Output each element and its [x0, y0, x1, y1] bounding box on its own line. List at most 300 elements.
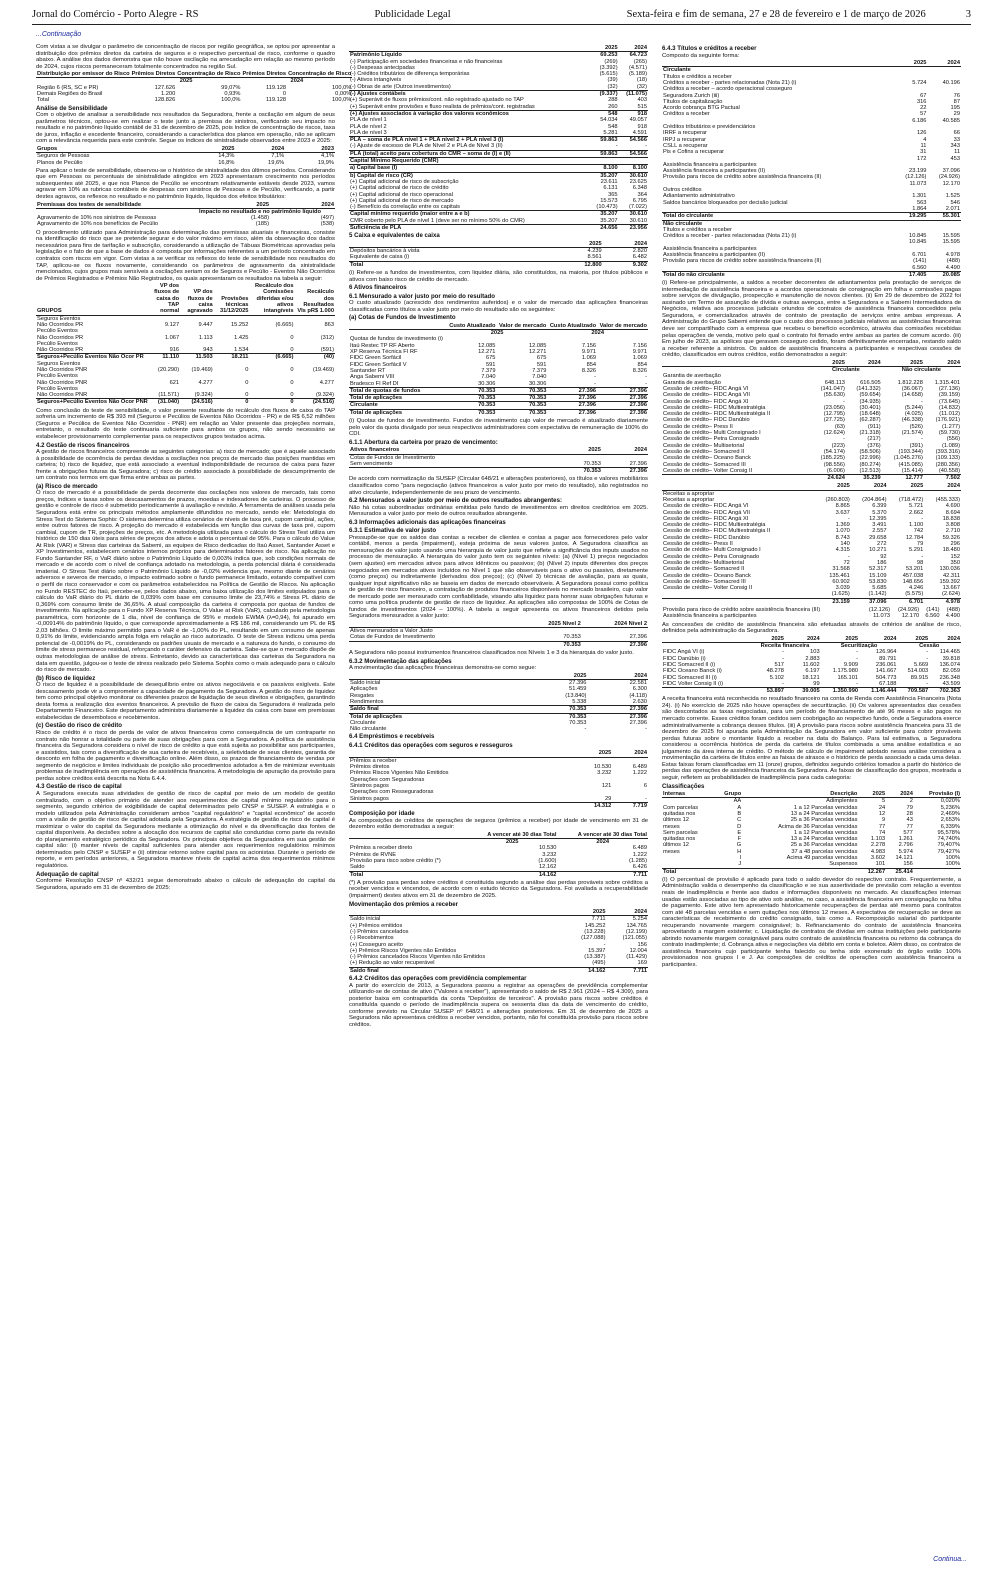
table-cell: -: [921, 515, 924, 522]
column-header: VP dos fluxos de caixa do TAP normal: [149, 283, 180, 315]
table-cell: (488): [946, 258, 960, 265]
table-cell: 5.291: [909, 547, 924, 554]
table-row: [662, 675, 961, 681]
table-cell: 12.170: [942, 180, 960, 187]
row-label: Circulante: [350, 719, 376, 726]
table-cell: 0: [290, 334, 294, 341]
assignment-table: Receita financeira Securitização Cessão 2025 2024 2025 2024 2025 2024 FIDC Angá VI (i) - 103 - 126.964 - 114.465 FIDC Danúbio (i) - 2.883 - 89.791 - 39.818 FIDC Somacred II (i) 517 11.602 9.909 236.061 5.669 136.074 FIDC Oceano Banck (i) 48.278 6.197 1.175.980 141.667 514.003 82.059 FIDC Somacred III (i) 5.102 18.121 165.101 504.773 89.915 236.348 FIDC Volter Consig II (i) - 99 - 67.188 - 43.599 53.897 39.005 1.350.990 1.146.444 709.587 702.363: [663, 635, 960, 695]
table-cell: 51.459: [569, 686, 587, 693]
table-cell: 152: [950, 553, 960, 560]
table-cell: 15.595: [942, 239, 960, 246]
column-header: Custo Atualizado: [447, 323, 497, 330]
table-cell: 4.315: [835, 547, 850, 554]
table-row: [349, 461, 648, 468]
row-label: Total de aplicações: [349, 395, 447, 402]
aging-table: 2025 2024 A vencer até 30 dias Total A vencer até 30 dias Total Prêmios a receber direto 10.530 6.489 Prêmios de RVNE 3.232 1.222 Provisão para risco sobre crédito (*) (1.600) (1.285) Saldo 12.162 6.426 Total 14.162 7.711: [350, 831, 647, 878]
table-row: [349, 143, 648, 150]
table-cell: -: [926, 655, 929, 662]
table-row: [349, 796, 648, 803]
table-row: [349, 960, 648, 967]
table-cell: (11.075): [619, 91, 648, 98]
table-cell: 70.353: [563, 634, 581, 641]
table-cell: 918: [619, 110, 648, 117]
row-label: Receitas a apropriar: [663, 490, 715, 497]
row-label: Não Ocorridos PR: [37, 347, 84, 354]
table-cell: Acima de 36 Parcelas vencidas: [778, 823, 858, 830]
table-cell: 6.560: [925, 613, 940, 620]
row-label: Provisão para risco sobre crédito (*): [350, 857, 441, 864]
capital-risk-title: 4.3 Gestão de risco de capital: [36, 783, 122, 791]
table-row: [349, 84, 648, 91]
table-cell: 5.685: [872, 585, 887, 592]
table-cell: -: [843, 398, 845, 405]
row-label: Saldo inicial: [350, 680, 381, 687]
table-cell: [715, 868, 742, 875]
table-cell: [927, 67, 961, 74]
table-cell: 6.197: [805, 668, 820, 675]
table-cell: 3.232: [542, 851, 557, 858]
table-cell: 79,427%: [937, 848, 960, 855]
row-label: (-) Participação em sociedades financeiras e não financeiras: [350, 58, 503, 65]
row-label: PLA de nível 3: [350, 129, 387, 136]
table-cell: (40.558): [938, 467, 960, 474]
row-label: PLA de nível 2: [350, 123, 387, 130]
table-cell: 2.710: [945, 528, 960, 535]
table-cell: 1.369: [835, 522, 850, 529]
table-cell: [214, 315, 250, 322]
table-cell: 14.162: [565, 967, 606, 974]
table-cell: 854: [586, 361, 597, 368]
row-label: Provisão para risco de crédito sobre assistência financeira (III): [663, 607, 821, 614]
table-cell: (12.126): [868, 607, 891, 614]
table-cell: 0: [245, 392, 249, 399]
column-header: 2024: [587, 673, 648, 680]
row-label: (-) Despesas antecipadas: [350, 64, 415, 71]
table-cell: (9.337): [589, 91, 619, 98]
table-cell: (280.356): [935, 461, 960, 468]
table-cell: 2.796: [898, 842, 913, 849]
table-cell: (19.469): [191, 367, 213, 373]
table-cell: 70.353: [516, 641, 582, 648]
column-header: 2024: [619, 45, 648, 52]
table-cell: 156: [637, 941, 647, 948]
column-header: 2025: [894, 60, 928, 67]
table-cell: 54.566: [619, 150, 648, 157]
row-label: Títulos e créditos a receber: [663, 226, 732, 233]
row-label: FIDC Somacred III (i): [663, 674, 717, 681]
row-label: (+) Cosseguro aceito: [350, 941, 403, 948]
row-label: (+) Superávit de fluxos prêmios/cont. não registrado ajustado no TAP: [350, 97, 524, 104]
table-cell: 29: [605, 795, 612, 802]
row-label: Pecúlio Eventos: [37, 385, 78, 392]
table-cell: 5.102: [769, 674, 784, 681]
equity-table: [349, 45, 648, 231]
table-cell: 7.711: [557, 871, 648, 878]
table-cell: 172: [916, 155, 927, 162]
premiums-movement-title: Movimentação dos prêmios a receber: [349, 900, 459, 908]
table-row: [349, 204, 648, 211]
column-3: [662, 44, 961, 1554]
row-label: Aplicações: [350, 686, 378, 693]
table-cell: (556): [946, 436, 960, 443]
row-label: Cessão de crédito– Multi Consignado I: [663, 547, 761, 554]
column-header: A vencer até 30 dias Total: [467, 832, 558, 839]
table-cell: 19,6%: [268, 159, 285, 166]
table-cell: (269): [604, 58, 618, 65]
row-label: PLA (total) aceito para cobertura do CMR – soma de (I) e (II): [349, 150, 589, 157]
column-header: 2024: [602, 447, 648, 454]
row-label: Quotas de fundos de investimento (i): [350, 336, 443, 343]
table-cell: -: [594, 380, 597, 387]
table-row: [662, 220, 961, 227]
table-cell: 4.690: [945, 503, 960, 510]
table-cell: 2,653%: [940, 817, 960, 824]
table-cell: 101: [875, 861, 886, 868]
table-cell: 27.396: [547, 395, 597, 402]
row-label: Cessão de crédito– FIDC Multiestratégia II: [663, 411, 771, 418]
table-cell: [556, 454, 602, 461]
row-label: Bradesco FI Ref DI: [350, 380, 399, 387]
table-cell: 6: [643, 782, 647, 789]
table-cell: (141.047): [820, 385, 845, 392]
table-row: [662, 668, 961, 674]
financial-assets-title: 6 Ativos financeiros: [349, 284, 407, 292]
table-row: [349, 706, 648, 713]
row-label: Total: [662, 868, 715, 875]
table-cell: 186: [877, 559, 887, 566]
claims-ratio-table: [36, 146, 335, 166]
row-label: [662, 206, 894, 213]
table-cell: 10.845: [909, 233, 927, 240]
liquidity-risk-title: (b) Risco de liquidez: [36, 674, 96, 682]
table-cell: 49.057: [629, 117, 647, 124]
row-label: Cotas de Fundos de Investimento: [350, 634, 436, 641]
table-cell: 591: [485, 361, 496, 368]
table-cell: (1.277): [941, 423, 960, 430]
table-cell: 30.610: [619, 172, 648, 179]
table-cell: 563: [916, 199, 927, 206]
row-label: Seguradora Zurich (iii): [663, 92, 720, 99]
column-header: 2024 Nível 2: [582, 621, 648, 628]
table-cell: 8.743: [835, 534, 850, 541]
table-cell: 7.040: [532, 374, 547, 381]
table-cell: -: [856, 680, 859, 687]
table-cell: 742: [913, 528, 924, 535]
column-header: 2025: [556, 447, 602, 454]
table-row: [349, 218, 648, 225]
column-header: Internas: [662, 791, 715, 798]
table-cell: 1.146.444: [859, 688, 897, 695]
table-cell: (39): [607, 77, 618, 84]
tap-table: [36, 283, 335, 406]
column-header: 2024: [606, 909, 648, 916]
table-cell: (62.287): [859, 417, 881, 424]
table-cell: 8.326: [632, 367, 647, 374]
table-cell: 19.295: [894, 213, 928, 220]
column-header: 2025: [814, 483, 851, 490]
table-cell: 79: [916, 541, 924, 548]
row-label: últimos 12: [663, 817, 689, 824]
table-cell: 4: [923, 136, 927, 143]
continued-to: Continua...: [933, 1556, 967, 1563]
table-cell: 25.414: [886, 868, 914, 875]
table-cell: -: [926, 649, 929, 656]
row-label: Prêmios diretos: [350, 764, 390, 771]
table-cell: 60.902: [832, 578, 850, 585]
table-cell: 316: [916, 98, 927, 105]
table-row: [349, 871, 648, 878]
table-cell: 6,339%: [940, 823, 960, 830]
column-header: 2025: [565, 909, 606, 916]
column-header: [349, 750, 570, 757]
table-cell: (185): [255, 221, 270, 228]
table-row: [349, 211, 648, 218]
table-cell: Acima 49 parcelas vencidas: [786, 855, 858, 862]
table-row: [349, 254, 648, 261]
page-number: 3: [965, 8, 971, 20]
row-label: (-) Ativos intangíveis: [350, 77, 402, 84]
table-cell: 30.610: [629, 217, 647, 224]
row-label: (-) Prêmios cancelados Riscos Vigentes não Emitidos: [350, 954, 486, 961]
table-cell: 9.971: [632, 349, 647, 356]
maturity-title: 6.1.1 Abertura da carteira por prazo de vencimento:: [349, 438, 498, 446]
table-cell: 20.085: [927, 271, 961, 278]
row-label: Cessão de crédito– Multisetorial: [663, 442, 744, 449]
receivables-title: 6.4.3 Títulos e créditos a receber: [662, 45, 757, 52]
row-label: meses: [663, 823, 680, 830]
table-cell: 5,236%: [940, 804, 960, 811]
row-label: Seguros Eventos: [37, 360, 81, 367]
table-cell: (1.285): [628, 857, 647, 864]
table-cell: 3.602: [870, 855, 886, 862]
newspaper-name: Jornal do Comércio - Porto Alegre - RS: [32, 8, 199, 20]
table-cell: 69.253: [589, 52, 619, 59]
row-label: Equivalente de caixa (i): [350, 254, 410, 261]
table-cell: 59.326: [942, 534, 960, 541]
table-cell: Suspensos: [829, 861, 858, 868]
table-cell: (13.387): [584, 954, 606, 961]
table-cell: (18): [636, 77, 647, 84]
row-label: Cessão de crédito– FIDC Angá VII: [663, 392, 750, 399]
credit-risk-title: (c) Gestão do risco de crédito: [36, 722, 123, 730]
table-cell: 0: [290, 347, 294, 354]
revenue-to-appropriate-table: [662, 483, 961, 605]
table-cell: 6.489: [632, 845, 647, 852]
column-header: 2025: [882, 360, 924, 367]
table-cell: 70.353: [447, 409, 497, 416]
column-header: Ativos financeiros: [349, 447, 556, 454]
row-label: FIDC Green Sorfácil: [350, 355, 402, 362]
row-label: (-) Recebimentos: [350, 935, 394, 942]
table-cell: 40.585: [942, 117, 960, 124]
table-cell: 548: [589, 110, 619, 117]
table-cell: -: [847, 515, 850, 522]
column-header: 2025: [810, 360, 846, 367]
row-label: Títulos de capitalização: [663, 98, 723, 105]
table-cell: C: [737, 817, 742, 824]
row-label: Provisão para riscos de crédito sobre assistência financeira (II): [663, 258, 822, 265]
table-cell: 1.534: [234, 347, 249, 354]
table-cell: [894, 220, 928, 227]
row-label: Suficiência de PLA: [349, 225, 589, 232]
column-header: 2025: [888, 483, 925, 490]
table-cell: 27.396: [587, 713, 648, 720]
table-cell: (526): [909, 423, 923, 430]
table-row: [36, 399, 335, 406]
column-header: [349, 241, 549, 248]
table-cell: (39.159): [938, 392, 960, 399]
row-label: [662, 475, 810, 482]
row-label: Receitas a apropriar: [663, 496, 715, 503]
table-cell: (24.516): [295, 399, 336, 406]
table-cell: (6.665): [275, 321, 294, 328]
table-cell: 4.978: [924, 598, 961, 605]
table-cell: 1.113: [198, 334, 213, 341]
table-cell: (204.864): [862, 496, 887, 503]
table-cell: (46.338): [901, 417, 923, 424]
table-cell: -: [782, 655, 784, 662]
table-cell: 8.326: [581, 367, 597, 374]
table-cell: 10.530: [593, 764, 612, 771]
receivables-notes: (i) Refere-se principalmente, a saldos a receber decorrentes de adiantamentos pela prestação de serviços de intermediação de assistência financeira e a acordos operacionais de consignação em folha e comissões pagas sobre serviços de divulgação, prospecção e manutenção de novos clientes. (ii) Em 29 de dezembro de 2022 foi assinado um Termo de assunção de dívida e outras avenças, entre a Seguradora e a Sabemi Intermediadora de Negócios, relativa aos processos judiciais oriundos de contratos de assistência financeira concedidos pela Seguradora, e comercializados através de contrato de prestação de serviços entre ambas empresas. A Administração do Grupo Sabemi entende que o custo dos processos judiciais relativos as assistências financeiras deve ser compartilhado com a empresa que recebeu o benefício econômico, através das comissões recebidas pelas operações de venda, motivo pelo qual o contrato foi firmado entre ambas as partes de comum acordo. (iii) Em julho de 2023, as apólices que geravam cosseguro cedido, foram definitivamente encerradas, restando saldo a receber referente a sinistros. Os saldos de assistência financeira a participantes e respectivas cessões de crédito, classificados em outros créditos, estão demonstrados a seguir:: [662, 280, 961, 359]
table-row: [662, 798, 961, 805]
table-cell: 4.978: [945, 252, 960, 258]
row-label: Seguros+Pecúlio Eventos Não Ocor PNR: [37, 399, 148, 406]
row-label: Cessão de crédito– FIDC Angá VI: [663, 385, 749, 392]
table-cell: 99,07%: [221, 84, 241, 91]
table-cell: -: [594, 374, 597, 381]
column-header: 2023: [285, 146, 335, 153]
oci-title: 6.2 Mensurados a valor justo por meio de outros resultados abrangentes:: [349, 497, 562, 505]
row-label: Pecúlio Eventos: [37, 373, 78, 380]
table-cell: 40.196: [942, 79, 960, 86]
table-cell: 82.059: [942, 668, 960, 675]
column-header: 2025: [516, 673, 588, 680]
table-cell: 39.818: [942, 655, 960, 662]
row-label: Assistência financeira a participantes (II): [663, 168, 766, 175]
row-label: CSLL a recuperar: [663, 142, 708, 149]
table-cell: (9.324): [315, 392, 334, 399]
table-cell: [894, 67, 928, 74]
provision-table: [662, 607, 961, 620]
row-label: Total: [37, 97, 50, 104]
row-label: Pis e Cofins a recuperar: [663, 149, 725, 156]
table-cell: (20.290): [157, 367, 180, 373]
table-cell: 3.637: [835, 509, 850, 516]
table-cell: 27.396: [629, 719, 647, 726]
row-label: Total de aplicações: [349, 409, 447, 416]
table-cell: 0,020%: [940, 798, 960, 805]
row-label: XP Reserva Técnica FI RF: [350, 349, 418, 356]
column-header: 2024: [927, 60, 961, 67]
row-label: (+) Capital adicional de risco de mercado: [350, 197, 454, 204]
table-cell: (23.056): [823, 404, 845, 411]
aging-title: Composição por idade: [349, 810, 415, 818]
table-cell: -: [645, 726, 647, 733]
table-cell: 103: [810, 649, 820, 656]
table-cell: 548: [608, 123, 618, 130]
table-cell: [612, 757, 648, 764]
fair-value-title: 6.3.1 Estimativa de valor justo: [349, 527, 437, 535]
row-label: Provisão para riscos de crédito sobre assistência financeira (II): [663, 174, 822, 181]
table-cell: 66: [953, 130, 960, 137]
table-cell: (718.472): [898, 496, 924, 503]
table-cell: (32): [607, 83, 618, 90]
table-cell: [570, 757, 613, 764]
table-cell: 8.561: [587, 254, 602, 261]
row-label: Cessão de crédito– Somacred III: [663, 461, 746, 468]
table-cell: 0: [214, 399, 250, 406]
table-cell: (376): [867, 442, 881, 449]
table-cell: (32): [636, 83, 647, 90]
table-cell: (1.045.276): [893, 455, 923, 462]
column-header: 2025: [186, 146, 236, 153]
row-label: Circulante: [349, 402, 447, 409]
row-label: (-) Benefício da correlação entre os capitais: [350, 204, 461, 211]
table-cell: 8.100: [619, 165, 648, 172]
table-cell: (24.516): [180, 399, 214, 406]
row-label: Prêmios a receber: [350, 757, 397, 764]
table-cell: 79: [906, 804, 913, 811]
row-label: Títulos e créditos a receber: [663, 73, 732, 80]
table-cell: 100%: [945, 861, 960, 868]
table-cell: 6.489: [632, 764, 647, 771]
table-cell: [888, 490, 925, 497]
table-cell: 67: [920, 92, 927, 99]
row-label: Capital mínimo requerido (maior entre a e b): [349, 211, 589, 218]
table-cell: 23.199: [909, 168, 927, 175]
table-cell: 14.121: [895, 855, 913, 862]
table-cell: (13.840): [565, 692, 587, 699]
table-cell: (455.333): [935, 496, 960, 503]
table-cell: 12.271: [528, 349, 547, 356]
table-cell: 12.777: [882, 475, 924, 482]
table-cell: (59.730): [938, 430, 960, 437]
capital-risk-text: A Seguradora executa suas atividades de gestão de risco de capital por meio de um modelo de gestão centralizado, com o objetivo primário de atender aos requerimentos de capital mínimo regulatório para o segmento, segundo critérios de exigibilidade de capital determinados pelo CNSP e SUSEP. A estratégia e o modelo utilizados pela Administração consideram ambos "capital regulatório" e "capital econômico" de acordo com a visão de gestão de risco de capital adotada pela Seguradora. A estratégia de gestão de risco de capital é maximizar o valor do capital da Seguradora mediante a otimização do nível e da diversificação das fontes de capital disponíveis. As decisões sobre a alocação dos recursos de capital são conduzidas como parte da revisão do planejamento estratégico periódico da Seguradora. Os principais objetivos da Seguradora em sua gestão de capital são: (i) manter níveis de capital suficientes para atender aos requerimentos regulatórios mínimos determinados pelo CNSP e SUSEP e (ii) otimizar retorno sobre capital para os acionistas. Durante o período de reporte, e em períodos anteriores, a Seguradora manteve níveis de capital acima dos requerimentos mínimos regulatórios.: [36, 790, 335, 869]
table-cell: 260: [608, 103, 618, 110]
table-cell: 27.396: [547, 387, 597, 394]
table-row: [349, 628, 648, 635]
table-cell: (141): [913, 258, 927, 265]
row-label: Cessão de crédito– FIDC Multiestratégia: [663, 522, 766, 529]
table-cell: 616.505: [860, 379, 881, 386]
table-cell: (34.935): [859, 398, 881, 405]
column-header: 2024: [886, 791, 914, 798]
table-cell: 0: [249, 399, 294, 406]
table-cell: 23.159: [814, 598, 851, 605]
table-cell: 70.353: [496, 395, 547, 402]
table-row: [349, 699, 648, 706]
table-cell: 7.502: [924, 475, 961, 482]
table-cell: 54.566: [619, 137, 648, 144]
table-cell: 5.338: [572, 698, 587, 705]
table-cell: [180, 315, 214, 322]
table-row: [662, 271, 961, 278]
table-cell: 30.306: [528, 380, 547, 387]
table-cell: 2.883: [805, 655, 820, 662]
table-cell: 52.317: [869, 566, 887, 573]
table-cell: (391): [909, 442, 923, 449]
table-cell: 1.864: [912, 205, 927, 212]
table-cell: J: [738, 861, 742, 868]
table-row: [349, 967, 648, 974]
row-label: Pecúlio Eventos: [37, 340, 78, 347]
table-cell: 2.662: [909, 509, 924, 516]
table-cell: 119.128: [265, 84, 287, 91]
row-label: Cessão de crédito– FIDC Multiestratégia: [663, 404, 766, 411]
guarantee-table: Circulante Não circulante 2025 2024 2025 2024 Garantia de averbação Garantia de averbação 648.113 616.505 1.812.228 1.315.401 Cessão de crédito– FIDC Angá VI (141.047) (141.332) (36.067) (27.136) Cessão de crédito– FIDC Angá VII (55.630) (59.654) (14.658) (39.159) Cessão de crédito– FIDC Angá XI - (34.935) - (73.645) Cessão de crédito– FIDC Multiestratégia (23.056) (30.401) (5.244) (14.832) Cessão de crédito– FIDC Multiestratégia II (12.795) (18.648) (4.025) (11.012) Cessão de crédito– FIDC Danúbio (27.725) (62.287) (46.338) (176.921) Cessão de crédito– Press II (63) (911) (526) (1.277) Cessão de crédito– Multi Consignado I (12.624) (21.318) (21.574) (59.730) Cessão de crédito– Petra Consignado - (217) - (556) Cessão de crédito– Multisetorial (223) (376) (391) (1.089) Cessão de crédito– Somacred II (54.174) (58.506) (193.344) (393.316) Cessão de crédito– Oceano Banck (185.225) (22.996) (1.045.276) (109.133) Cessão de crédito– Somacred III (98.556) (80.274) (415.085) (280.356) Cessão de crédito– Volter Consig II (6.006) (12.513) (15.414) (40.558) 24.624 35.239 12.777 7.502: [663, 359, 960, 482]
fair-value-level-table: [349, 621, 648, 648]
